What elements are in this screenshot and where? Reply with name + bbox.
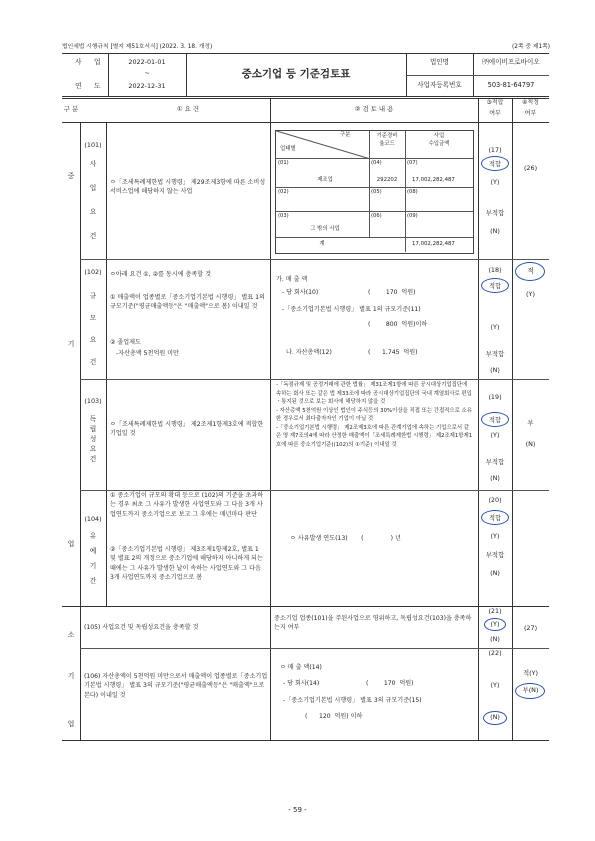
r106-rev-3: ( 170 억원) <box>366 680 414 687</box>
corp-name: ㈜에이비프로바이오 <box>482 58 540 66</box>
r102-rev-4: -「중소기업기본법 시행령」 별표 1의 규모기준(11) <box>282 306 421 313</box>
r101-name-1: 사 <box>89 160 97 168</box>
r102-req-1: ㅇ아래 요건 ①, ②를 동시에 충족할 것 <box>110 271 212 278</box>
bt-row3-name: 그 밖의 사업 <box>310 226 340 232</box>
r102-fit-no: 부적합 <box>485 350 505 358</box>
bt-header-code: 기준경비 율코드 <box>376 133 398 148</box>
r103-fit-n: (N) <box>490 474 500 482</box>
r102-rev-3: ( 170 억원) <box>368 289 416 296</box>
bt-row2-rev-no: (08) <box>407 189 418 195</box>
r103-fit-yes: 적합 <box>488 416 502 424</box>
r102-req-2: ① 매출액이 업종별로「중소기업기본법 시행령」 별표 1의 규모기준("평균매출액등"은 "매출액"으로 봄) 이내일 것 <box>110 294 265 311</box>
r102-qualified-y: (Y) <box>526 290 535 298</box>
r102-rev-7: ( 1,745 억원) <box>368 349 418 356</box>
r102-fit-n: (N) <box>490 366 500 374</box>
r104-review: ㅇ 사유발생 연도(13) ( ) 년 <box>290 535 401 542</box>
r106-fit-n: (N) <box>490 713 500 721</box>
bt-row1-name: 제조업 <box>317 177 333 183</box>
r102-fit-y: (Y) <box>490 323 500 331</box>
r101-fit-no: 부적합 <box>485 209 505 217</box>
r103-requirement: ㅇ「조세특례제한법 시행령」 제2조제1항제3호에 적합한 기업일 것 <box>110 421 264 438</box>
r102-req-4: -자산총액 5천억원 미만 <box>116 350 179 357</box>
r106-fit-y: (Y) <box>490 681 500 689</box>
year-label-4: 도 <box>94 82 101 90</box>
r102-name-1: 규 <box>89 292 97 300</box>
biz-no: 503-81-64797 <box>487 81 535 89</box>
r102-code: (102) <box>84 268 102 276</box>
col-qualified-2: 여부 <box>524 110 537 117</box>
r105-fit-n: (N) <box>490 635 500 643</box>
r102-name-3: 요 <box>89 336 97 344</box>
bt-header-business: 업태별 <box>280 146 296 152</box>
col-requirement: ① 요 건 <box>176 105 200 113</box>
r102-fit-code: (18) <box>488 266 502 274</box>
col-fit-1: ③적합 <box>486 99 504 106</box>
r103-name-4: 요 <box>89 445 97 453</box>
r106-fit-code: (22) <box>488 649 502 657</box>
r101-qualified: (26) <box>523 164 538 172</box>
side-label-a1: 중 <box>67 172 75 180</box>
bt-total-value: 17,002,282,487 <box>412 241 455 247</box>
r102-qualified-yes: 적 <box>527 267 534 275</box>
r103-name-3: 성 <box>89 435 97 443</box>
r104-fit-yes: 적합 <box>488 514 502 522</box>
form-label: 법인세법 시행규칙 [별지 제51호서식] (2022. 3. 18. 개정) <box>62 44 213 50</box>
r101-fit-code: (17) <box>488 146 502 154</box>
bt-header-revenue: 사업 수입금액 <box>428 133 450 148</box>
side-label-b3: 업 <box>67 720 75 728</box>
bt-row1-rev-no: (07) <box>407 160 418 166</box>
bt-row1-no: (01) <box>278 160 289 166</box>
r104-fit-y: (Y) <box>490 532 500 540</box>
r103-qualified-no: 부 <box>527 419 534 427</box>
col-review: ② 검 토 내 용 <box>354 105 394 113</box>
r101-fit-n: (N) <box>490 227 500 235</box>
r104-code: (104) <box>84 515 102 523</box>
r102-rev-6: 나. 자산총액(12) <box>286 349 332 356</box>
r104-fit-code: (20) <box>488 496 502 504</box>
r105-review: 중소기업 업종(101)을 주된사업으로 영위하고, 독립성요건(103)을 충족하는지 여부 <box>274 615 472 632</box>
r102-fit-yes: 적합 <box>488 282 502 290</box>
year-label-1: 사 <box>75 58 82 66</box>
bt-row3-no: (03) <box>278 213 289 219</box>
r103-fit-y: (Y) <box>490 431 500 439</box>
r105-qualified: (27) <box>523 624 538 632</box>
side-label-a2: 기 <box>67 340 75 348</box>
r103-qualified-n: (N) <box>525 440 536 448</box>
r104-name-2: 예 <box>89 547 97 555</box>
r101-name-4: 건 <box>89 232 97 240</box>
r101-name-2: 업 <box>89 184 97 192</box>
r102-rev-1: 가. 매 출 액 <box>276 276 308 283</box>
r105-requirement: (105) 사업요건 및 독립성요건을 충족할 것 <box>84 624 199 631</box>
col-qualified-1: ④적정 <box>522 99 539 106</box>
corp-name-label: 법인명 <box>429 58 450 66</box>
r103-name-1: 독 <box>89 415 97 423</box>
r106-rev-1: ㅇ 매 출 액(14) <box>280 664 322 671</box>
bt-header-category: 구분 <box>340 132 351 138</box>
r102-rev-2: - 당 회사(10) <box>282 289 319 296</box>
r101-requirement: ㅇ「조세특례제한법 시행령」 제29조제3항에 따른 소비성 서비스업에 해당하지 않는 사업 <box>110 179 266 196</box>
date-end: 2022-12-31 <box>128 82 166 90</box>
bt-row2-code-no: (05) <box>371 189 382 195</box>
r102-rev-5: ( 800 억원)이하 <box>368 321 428 328</box>
r106-rev-2: - 당 회사(14) <box>283 680 320 687</box>
side-label-b1: 소 <box>67 631 75 639</box>
r106-requirement: (106) 자산총액이 5천억원 미만으로서 매출액이 업종별로「중소기업기본법 시행령」 별표 3의 규모기준("평균매출액등"은 "매출액"으로 본다) 이내일 것 <box>84 673 268 699</box>
r103-code: (103) <box>84 397 102 405</box>
r106-qualified-no: 부(N) <box>522 686 539 694</box>
r106-rev-4: -「중소기업기본법 시행령」 별표 3의 규모기준(15) <box>283 697 422 704</box>
r103-name-5: 건 <box>89 455 97 463</box>
r101-fit-y: (Y) <box>490 178 500 186</box>
r105-fit-y: (Y) <box>490 620 500 628</box>
r101-fit-yes: 적합 <box>488 160 502 168</box>
page-number: - 59 - <box>288 806 307 814</box>
r104-name-4: 간 <box>89 577 97 585</box>
r103-review: -「독점규제 및 공정거래에 관한 법률」 제31조제1항에 따른 공시대상기업집단에 속하는 회사 또는 같은 법 제33조에 따라 공시대상기업집단의 국내 계열회사로 편입ㆍ통지된 것으로 보는 회사에 해당하지 않을 것 - 자산총액 5천억원 이상인 법인이 주식등의 30%이상을 직접 또는 간접적으로 소유한 경우로서 최다출자자인 기업이 아닐 것 -「중소기업기본법 시행령」 제2조제3호에 따른 관계기업에 속하는 기업으로서 같은 영 제7조의4에 따라 산정한 매출액이「조세특례제한법 시행령」 제2조제1항제1호에 따른 중소기업기준((102)의 ①기준) 이내일 것 <box>276 382 473 448</box>
side-label-b2: 기 <box>67 672 75 680</box>
date-start: 2022-01-01 <box>128 58 166 66</box>
bt-row3-code-no: (06) <box>371 213 382 219</box>
page-title: 중소기업 등 기준검토표 <box>241 68 351 80</box>
bt-row1-code: 292202 <box>376 177 398 183</box>
r105-fit-code: (21) <box>488 607 502 615</box>
bt-total-label: 계 <box>319 241 325 247</box>
year-label-2: 업 <box>94 58 101 66</box>
r102-req-3: ② 졸업제도 <box>110 339 141 346</box>
r103-name-2: 립 <box>89 425 97 433</box>
bt-row3-rev-no: (09) <box>407 213 418 219</box>
biz-no-label: 사업자등록번호 <box>417 81 462 89</box>
r106-qualified-yes: 적(Y) <box>522 669 539 677</box>
r103-fit-code: (19) <box>488 393 502 401</box>
r104-fit-no: 부적합 <box>485 551 505 559</box>
page-count: (2쪽 중 제1쪽) <box>512 44 550 50</box>
r102-name-4: 건 <box>89 358 97 366</box>
r106-rev-5: ( 120 억원) 이하 <box>305 713 363 720</box>
r101-code: (101) <box>84 141 102 149</box>
r104-requirement-2: ②「중소기업기본법 시행령」 제3조제1항제2호, 별표 1 및 별표 2의 개정으로 중소기업에 해당하지 아니하게 되는 때에는 그 사유가 발생한 날이 속하는 사업연도와 그 다음 3개 사업연도까지 중소기업으로 봄 <box>110 546 263 582</box>
side-label-a3: 업 <box>67 540 75 548</box>
bt-row1-rev: 17,002,282,487 <box>412 177 455 183</box>
col-category: 구 분 <box>63 105 79 113</box>
r104-name-1: 유 <box>89 532 97 540</box>
r103-fit-no: 부적합 <box>485 458 505 466</box>
bt-row2-no: (02) <box>278 189 289 195</box>
bt-row1-code-no: (04) <box>371 160 382 166</box>
r104-name-3: 기 <box>89 562 97 570</box>
col-fit-2: 여부 <box>489 110 501 117</box>
year-label-3: 연 <box>75 82 82 90</box>
r104-requirement-1: ① 중소기업이 규모의 확대 등으로 (102)의 기준을 초과하는 경우 최초 그 사유가 발생한 사업연도와 그 다음 3개 사업연도까지 중소기업으로 보고 그 후에는 매년마다 판단 <box>110 492 264 518</box>
r102-name-2: 모 <box>89 314 97 322</box>
r101-name-3: 요 <box>89 208 97 216</box>
r104-fit-n: (N) <box>490 569 500 577</box>
date-tilde: ~ <box>144 69 150 77</box>
